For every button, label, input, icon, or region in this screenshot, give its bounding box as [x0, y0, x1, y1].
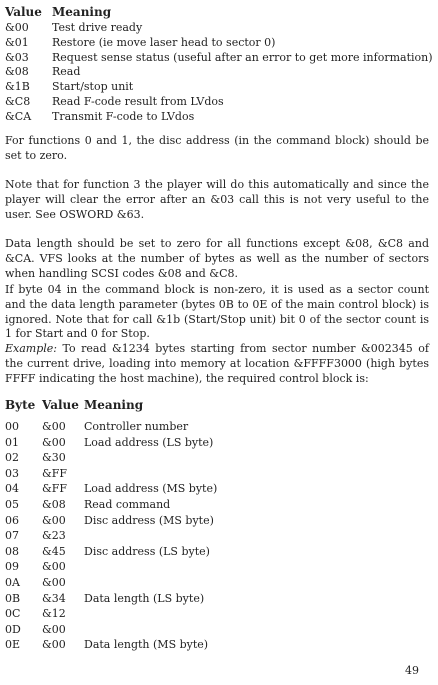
meaning-cell: Load address (LS byte) — [84, 435, 214, 449]
example-text: To read &1234 bytes starting from sector number &002345 of the current drive, loading into memory at location &FFFF3000 (high bytes FFFF indicating the host machine), the required control block is: — [5, 342, 429, 385]
table-header — [5, 4, 433, 21]
meaning-cell: Restore (ie move laser head to sector 0) — [52, 35, 276, 49]
table-header — [5, 397, 217, 419]
table-row — [5, 559, 217, 575]
meaning-cell: Data length (LS byte) — [84, 591, 205, 605]
value-column-header: Value — [5, 5, 42, 19]
value-cell: &00 — [5, 21, 29, 34]
byte-column-header: Byte — [5, 398, 36, 412]
table-row — [5, 21, 433, 36]
table-row — [5, 481, 217, 497]
value-cell: &30 — [42, 451, 66, 465]
example-label: Example: — [5, 342, 57, 355]
meaning-cell: Disc address (LS byte) — [84, 544, 210, 558]
meaning-cell: Read F-code result from LVdos — [52, 94, 224, 108]
byte-cell: 00 — [5, 420, 19, 433]
value-cell: &FF — [42, 482, 68, 496]
meaning-cell: Read command — [84, 497, 171, 511]
value-cell: &08 — [42, 497, 66, 511]
meaning-cell: Load address (MS byte) — [84, 482, 218, 496]
value-column-header: Value — [42, 398, 79, 412]
function-code-table — [5, 4, 433, 125]
paragraph-function-3-note: Note that for function 3 the player will do this automatically and since the player will clear the error after an &03 call this is not very useful to the user. See OSWORD &63. — [5, 178, 429, 221]
table-row — [5, 435, 217, 451]
byte-cell: 02 — [5, 451, 19, 465]
byte-cell: 09 — [5, 560, 19, 574]
meaning-column-header: Meaning — [52, 5, 112, 19]
value-cell: &23 — [42, 529, 66, 543]
table-row — [5, 544, 217, 560]
value-cell: &34 — [42, 591, 66, 605]
value-cell: &00 — [42, 513, 66, 527]
byte-cell: 01 — [5, 435, 19, 449]
paragraph-example — [5, 342, 429, 386]
value-cell: &08 — [5, 65, 29, 79]
byte-cell: 0D — [5, 622, 21, 636]
byte-cell: 0C — [5, 607, 21, 621]
page-number: 49 — [405, 664, 419, 677]
byte-cell: 0E — [5, 638, 21, 652]
table-row — [5, 513, 217, 529]
meaning-cell: Data length (MS byte) — [84, 638, 209, 652]
value-cell: &00 — [42, 435, 66, 449]
paragraph-sector-count: If byte 04 in the command block is non-zero, it is used as a sector count and the data length parameter (bytes 0B to 0E of the main control block) is ignored. Note that for call &1b (Start/Stop unit) bit 0 of the sector count is 1 for Start and 0 for Stop. — [5, 283, 429, 341]
table-row — [5, 450, 217, 466]
table-row — [5, 575, 217, 591]
value-cell: &CA — [5, 109, 32, 123]
meaning-cell: Test drive ready — [52, 21, 143, 34]
table-row — [5, 51, 433, 66]
table-row — [5, 528, 217, 544]
value-cell: &00 — [42, 420, 66, 433]
byte-cell: 05 — [5, 497, 19, 511]
table-row — [5, 637, 217, 653]
table-row — [5, 110, 433, 125]
control-block-table — [5, 397, 217, 653]
value-cell: &12 — [42, 607, 66, 621]
paragraph-data-length: Data length should be set to zero for all functions except &08, &C8 and &CA. VFS looks at the number of bytes as well as the number of sectors when handling SCSI codes &08 and &C8. — [5, 237, 429, 280]
value-cell: &01 — [5, 35, 29, 49]
value-cell: &03 — [5, 50, 29, 64]
byte-cell: 08 — [5, 544, 19, 558]
meaning-cell: Start/stop unit — [52, 80, 134, 94]
value-cell: &C8 — [5, 94, 31, 108]
value-cell: &00 — [42, 622, 66, 636]
value-cell: &00 — [42, 560, 66, 574]
value-cell: &00 — [42, 575, 66, 589]
meaning-cell: Disc address (MS byte) — [84, 513, 214, 527]
table-row — [5, 606, 217, 622]
byte-cell: 0B — [5, 591, 21, 605]
value-cell: &45 — [42, 544, 66, 558]
meaning-column-header: Meaning — [84, 398, 144, 412]
value-cell: &00 — [42, 638, 66, 652]
byte-cell: 06 — [5, 513, 19, 527]
table-row — [5, 95, 433, 110]
byte-cell: 04 — [5, 482, 19, 496]
meaning-cell: Request sense status (useful after an error to get more information) — [52, 50, 433, 64]
value-cell: &1B — [5, 80, 30, 94]
table-row — [5, 622, 217, 638]
table-row — [5, 65, 433, 80]
meaning-cell: Controller number — [84, 420, 189, 433]
paragraph-disc-address: For functions 0 and 1, the disc address (in the command block) should be set to zero. — [5, 134, 429, 162]
table-row — [5, 36, 433, 51]
table-row — [5, 497, 217, 513]
table-row — [5, 80, 433, 95]
byte-cell: 03 — [5, 466, 19, 480]
table-row — [5, 591, 217, 607]
meaning-cell: Transmit F-code to LVdos — [52, 109, 195, 123]
table-row — [5, 466, 217, 482]
table-row — [5, 419, 217, 435]
value-cell: &FF — [42, 466, 68, 480]
byte-cell: 07 — [5, 529, 19, 543]
meaning-cell: Read — [52, 65, 81, 79]
byte-cell: 0A — [5, 575, 20, 589]
